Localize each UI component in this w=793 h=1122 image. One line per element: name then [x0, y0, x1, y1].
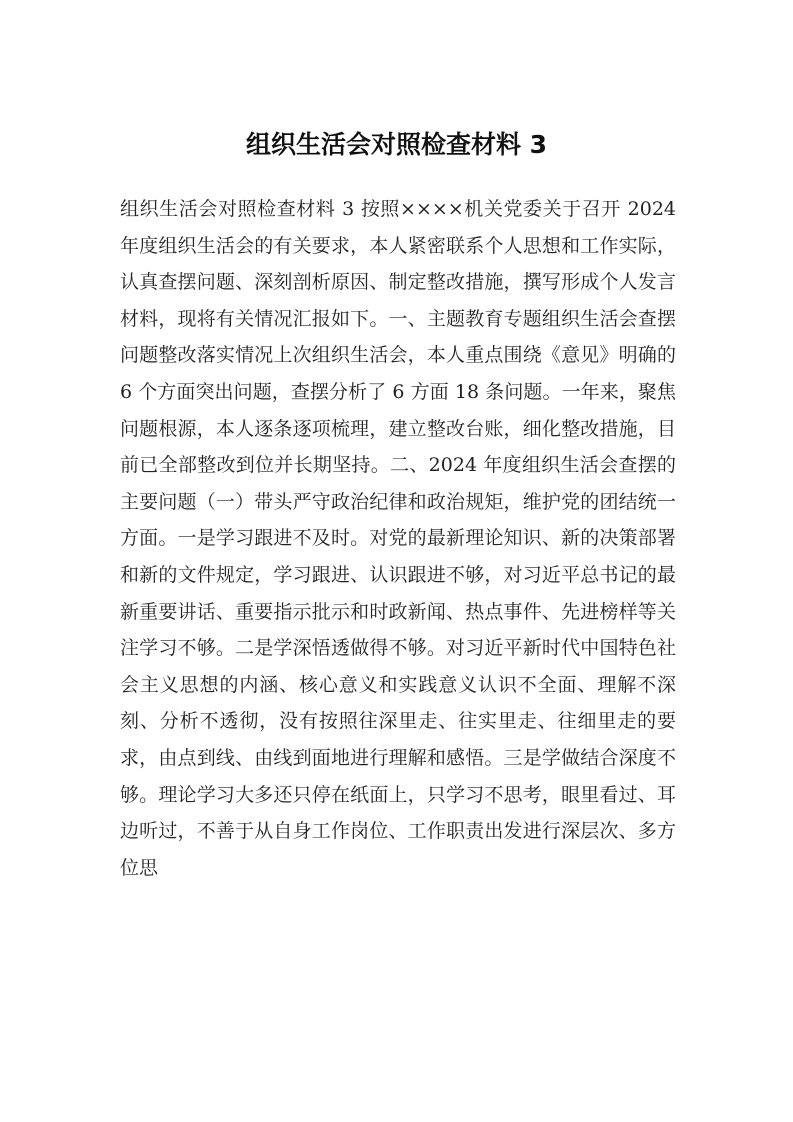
document-body-paragraph: 组织生活会对照检查材料 3 按照××××机关党委关于召开 2024 年度组织生活会的有关要求，本人紧密联系个人思想和工作实际，认真查摆问题、深刻剖析原因、制定整改措施，撰写形成个人发言材料，现将有关情况汇报如下。一、主题教育专题组织生活会查摆问题整改落实情况上次组织生活会，本人重点围绕《意见》明确的 6 个方面突出问题，查摆分析了 6 方面 18 条问题。一年来，聚焦问题根源，本人逐条逐项梳理，建立整改台账，细化整改措施，目前已全部整改到位并长期坚持。二、2024 年度组织生活会查摆的主要问题（一）带头严守政治纪律和政治规矩，维护党的团结统一方面。一是学习跟进不及时。对党的最新理论知识、新的决策部署和新的文件规定，学习跟进、认识跟进不够，对习近平总书记的最新重要讲话、重要指示批示和时政新闻、热点事件、先进榜样等关注学习不够。二是学深悟透做得不够。对习近平新时代中国特色社会主义思想的内涵、核心意义和实践意义认识不全面、理解不深刻、分析不透彻，没有按照往深里走、往实里走、往细里走的要求，由点到线、由线到面地进行理解和感悟。三是学做结合深度不够。理论学习大多还只停在纸面上，只学习不思考，眼里看过、耳边听过，不善于从自身工作岗位、工作职责出发进行深层次、多方位思 — [120, 198, 676, 879]
document-title: 组织生活会对照检查材料 3 — [245, 130, 548, 159]
